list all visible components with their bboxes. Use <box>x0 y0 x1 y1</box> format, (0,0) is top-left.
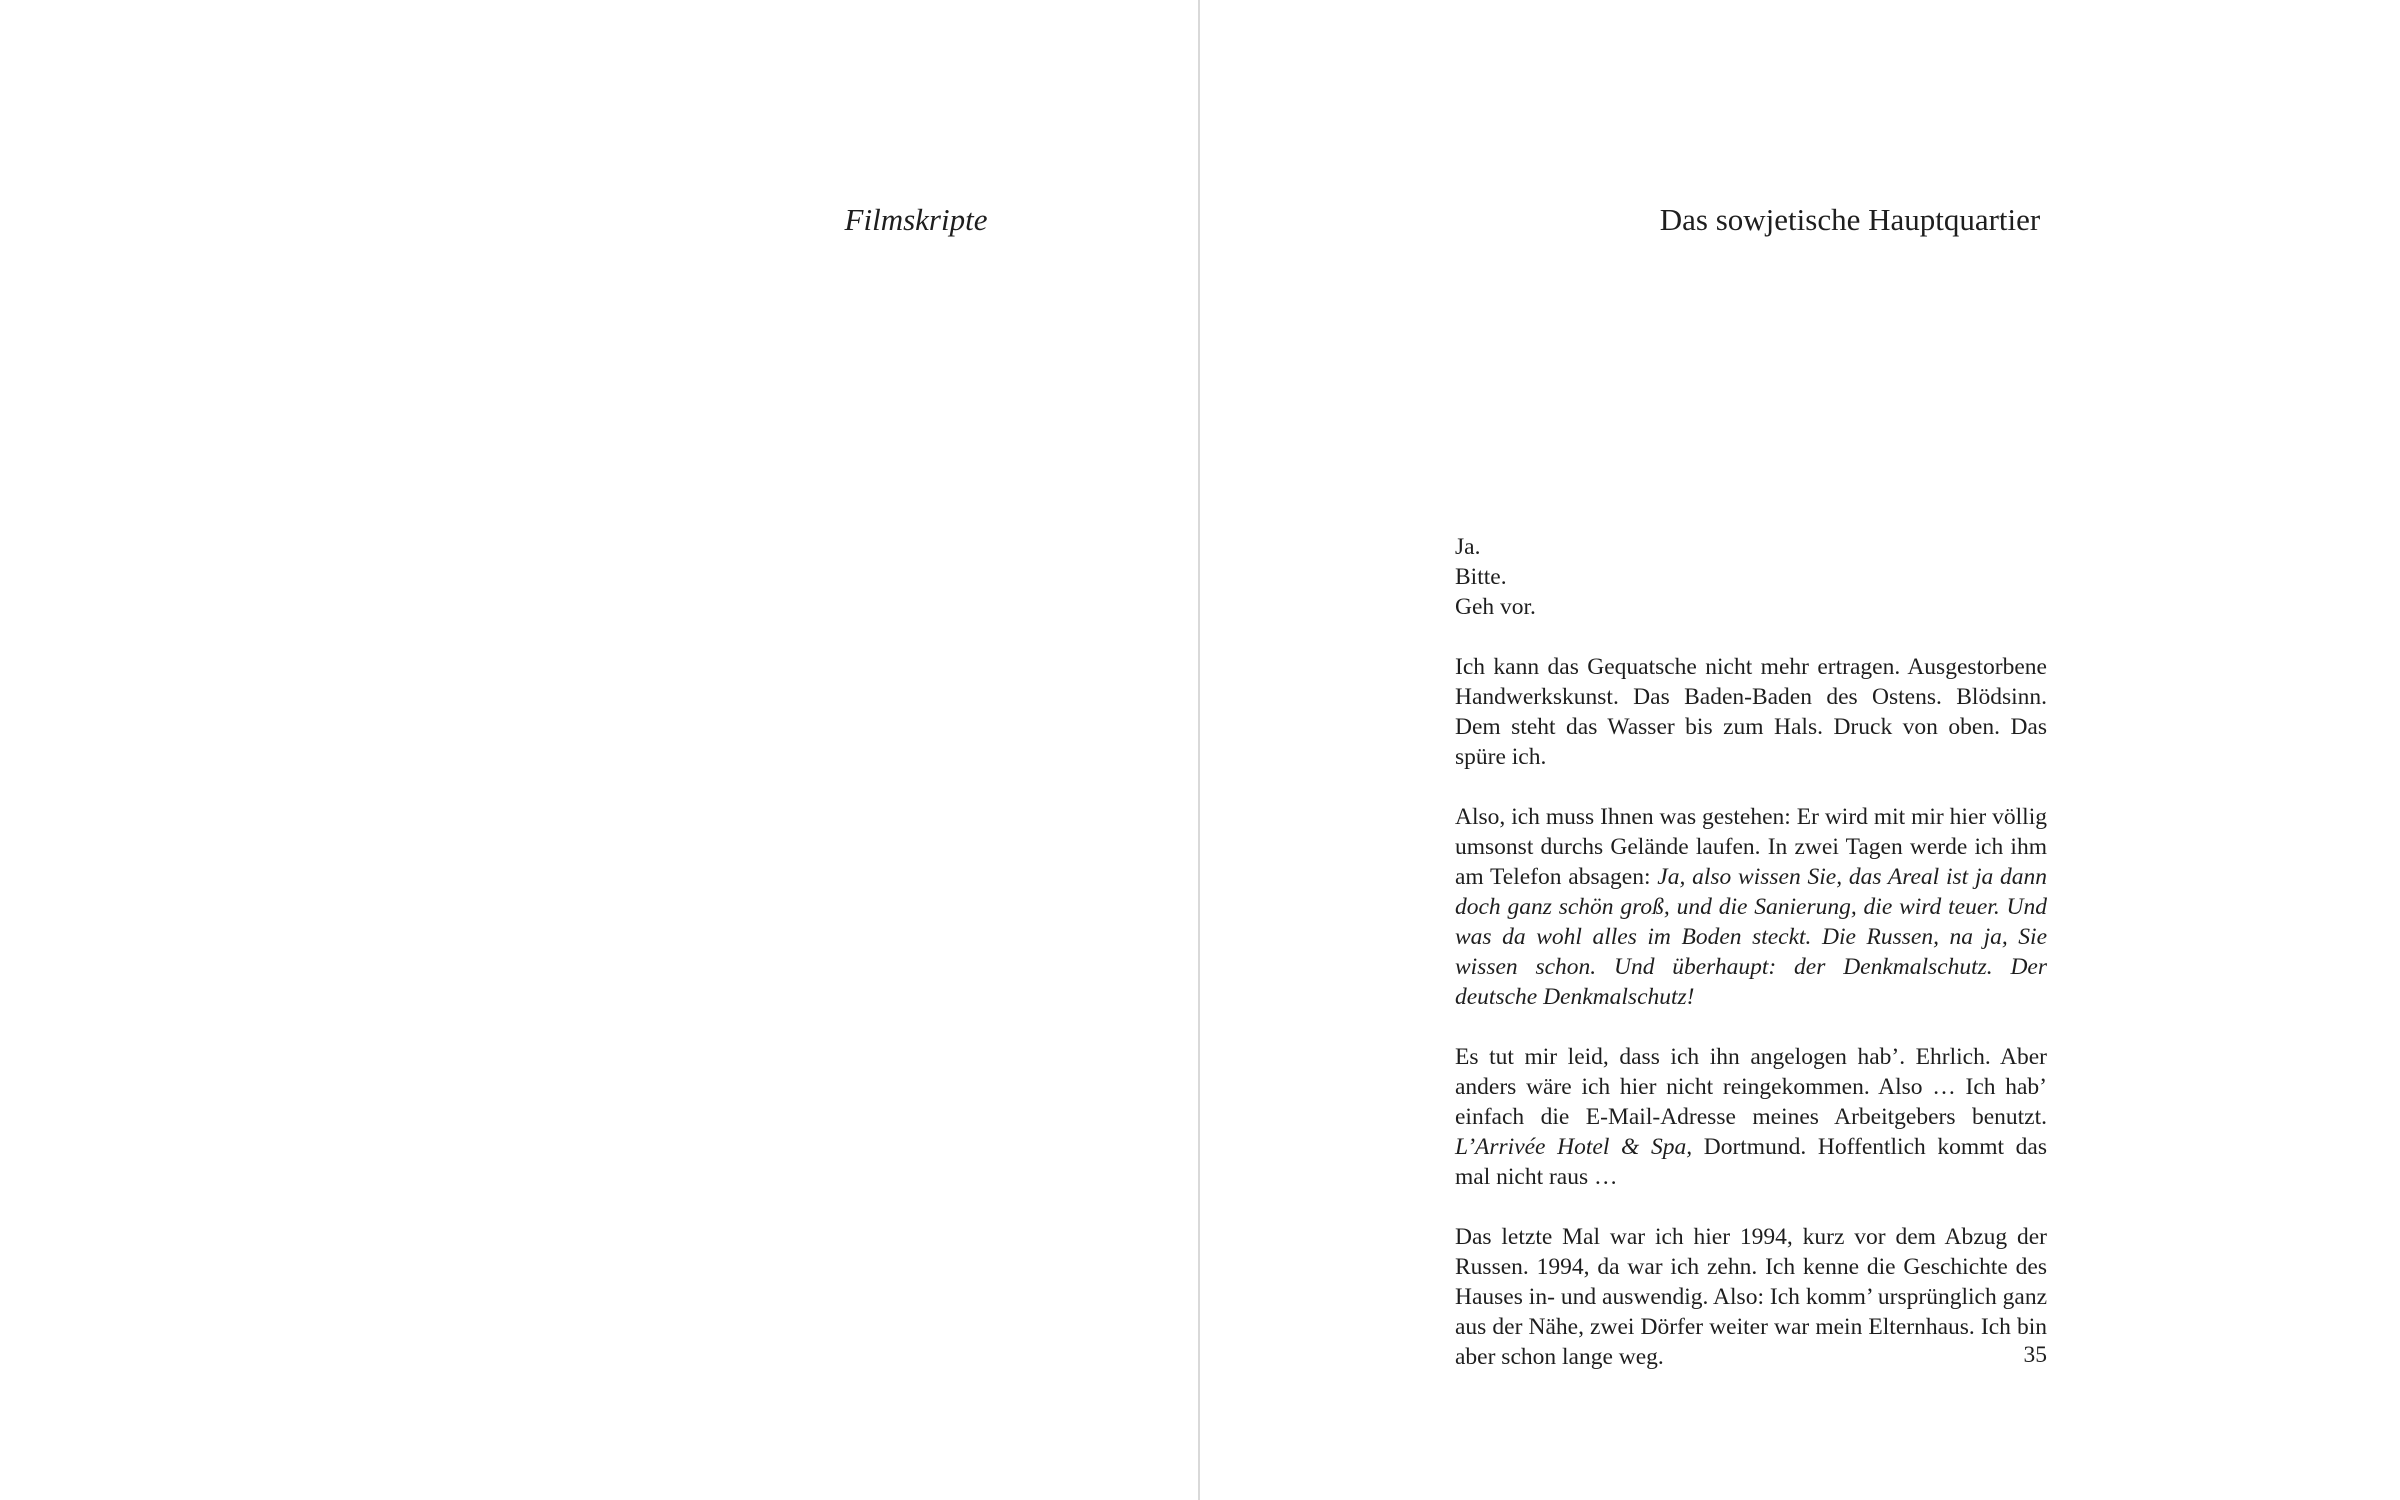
left-running-head: Filmskripte <box>844 202 988 237</box>
right-running-head: Das sowjetische Hauptquartier <box>1659 202 2041 237</box>
body-text <box>1455 532 2047 1402</box>
short-lines <box>1455 532 2047 622</box>
page-number: 35 <box>2023 1342 2047 1368</box>
paragraph-2-italic: Ja, also wissen Sie, das Areal ist ja dann doch ganz schön groß, und die Sanierung, die wird teuer. Und was da wohl alles im Boden steckt. Die Russen, na ja, Sie wissen schon. Und überhaupt: der Denkmalschutz. Der deutsche Denkmalschutz! <box>1455 864 2047 1010</box>
paragraph-3 <box>1455 1042 2047 1192</box>
paragraph-4: Das letzte Mal war ich hier 1994, kurz vor dem Abzug der Russen. 1994, da war ich zehn. Ich kenne die Geschichte des Hauses in- und auswendig. Also: Ich komm’ ursprünglich ganz aus der Nähe, zwei Dörfer weiter war mein Elternhaus. Ich bin aber schon lange weg. <box>1455 1224 2047 1370</box>
line-3: Geh vor. <box>1455 594 1536 620</box>
paragraph-3-text-after: Dortmund. Hoffentlich kommt das mal nicht raus … <box>1455 1134 2047 1190</box>
right-page <box>1200 0 2400 1500</box>
line-1: Ja. <box>1455 534 1481 560</box>
line-2: Bitte. <box>1455 564 1507 590</box>
paragraph-3-italic: L’Arrivée Hotel & Spa, <box>1455 1134 1693 1160</box>
paragraph-2 <box>1455 802 2047 1012</box>
paragraph-2-text: Also, ich muss Ihnen was gestehen: Er wird mit mir hier völlig umsonst durchs Gelände laufen. In zwei Tagen werde ich ihm am Telefon absagen: <box>1455 804 2047 890</box>
paragraph-1: Ich kann das Gequatsche nicht mehr ertragen. Ausgestorbene Handwerkskunst. Das Baden-Baden des Ostens. Blödsinn. Dem steht das Wasser bis zum Hals. Druck von oben. Das spüre ich. <box>1455 654 2047 770</box>
paragraph-3-text-before: Es tut mir leid, dass ich ihn angelogen hab’. Ehrlich. Aber anders wäre ich hier nicht reingekommen. Also … Ich hab’ einfach die E-Mail-Adresse meines Arbeitgebers benutzt. <box>1455 1044 2047 1130</box>
left-page <box>0 0 1198 1500</box>
